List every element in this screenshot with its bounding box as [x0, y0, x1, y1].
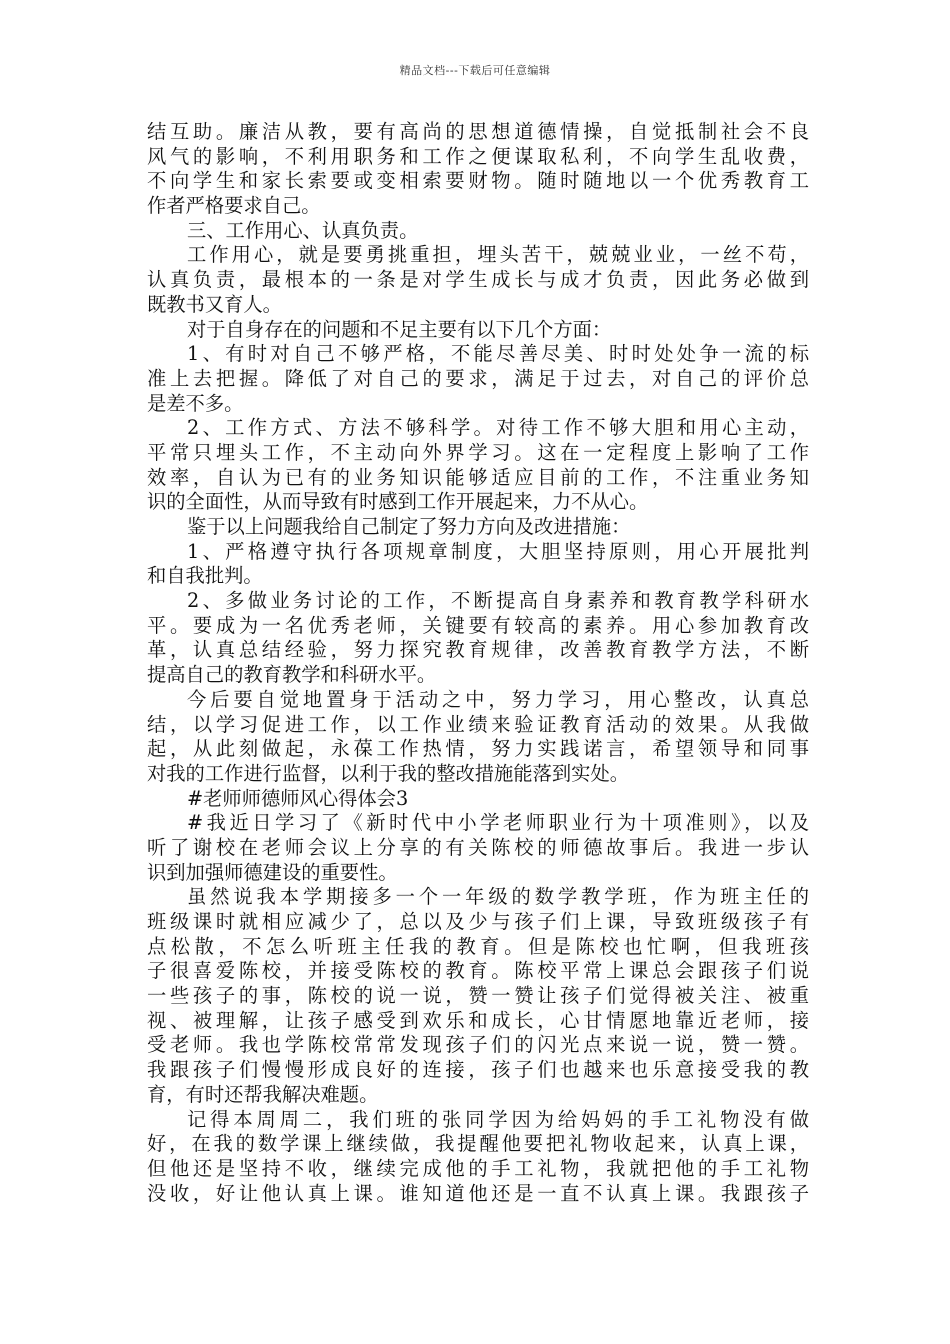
text-line: 效率，自认为已有的业务知识能够适应目前的工作，不注重业务知 [147, 465, 809, 489]
text-line: 班级课时就相应减少了，总以及少与孩子们上课，导致班级孩子有 [147, 910, 809, 933]
text-line: 没收，好让他认真上课。谁知道他还是一直不认真上课。我跟孩子 [147, 1181, 809, 1205]
text-line: 1、有时对自己不够严格，不能尽善尽美、时时处处争一流的标 [187, 342, 809, 366]
text-line: 起，从此刻做起，永葆工作热情，努力实践诺言，希望领导和同事 [147, 737, 809, 761]
text-line: 平。要成为一名优秀老师，关键要有较高的素养。用心参加教育改 [147, 613, 809, 637]
text-line: 2、工作方式、方法不够科学。对待工作不够大胆和用心主动， [187, 416, 809, 440]
text-line: 今后要自觉地置身于活动之中，努力学习，用心整改，认真总 [187, 687, 809, 711]
text-line: 作者严格要求自己。 [147, 194, 321, 218]
text-line: 2、多做业务讨论的工作，不断提高自身素养和教育教学科研水 [187, 589, 809, 613]
text-line: 和自我批判。 [147, 564, 263, 588]
text-line: 对我的工作进行监督，以利于我的整改措施能落到实处。 [147, 761, 630, 785]
text-line: 鉴于以上问题我给自己制定了努力方向及改进措施： [187, 515, 631, 538]
text-line: 1、严格遵守执行各项规章制度，大胆坚持原则，用心开展批判 [187, 539, 809, 563]
text-line: 受老师。我也学陈校常常发现孩子们的闪光点来说一说，赞一赞。 [147, 1033, 809, 1057]
text-line: 我跟孩子们慢慢形成良好的连接，孩子们也越来也乐意接受我的教 [147, 1058, 809, 1082]
text-line: 既教书又育人。 [147, 292, 282, 316]
text-line: 革，认真总结经验，努力探究教育规律，改善教育教学方法，不断 [147, 638, 809, 662]
text-line: 不向学生和家长索要或变相索要财物。随时随地以一个优秀教育工 [147, 169, 809, 193]
text-line: 一些孩子的事，陈校的说一说，赞一赞让孩子们觉得被关注、被重 [147, 984, 809, 1008]
text-line: 识到加强师德建设的重要性。 [147, 860, 398, 884]
text-line: 记得本周周二，我们班的张同学因为给妈妈的手工礼物没有做 [187, 1107, 809, 1131]
text-line: 结，以学习促进工作，以工作业绩来验证教育活动的效果。从我做 [147, 712, 809, 736]
text-line: 好，在我的数学课上继续做，我提醒他要把礼物收起来，认真上课， [147, 1132, 809, 1156]
text-line: 点松散，不怎么听班主任我的教育。但是陈校也忙啊，但我班孩 [147, 934, 809, 958]
text-line: 提高自己的教育教学和科研水平。 [147, 663, 437, 687]
text-line: 子很喜爱陈校，并接受陈校的教育。陈校平常上课总会跟孩子们说 [147, 959, 809, 983]
text-line: 视、被理解，让孩子感受到欢乐和成长，心甘情愿地靠近老师，接 [147, 1008, 809, 1032]
page-header: 精品文档---下载后可任意编辑 [399, 64, 551, 77]
document-body [147, 120, 809, 1206]
text-line: 三、工作用心、认真负责。 [187, 218, 419, 242]
text-line: 对于自身存在的问题和不足主要有以下几个方面： [187, 317, 612, 341]
text-line: 平常只埋头工作，不主动向外界学习。这在一定程度上影响了工作 [147, 440, 809, 464]
text-line: 工作用心，就是要勇挑重担，埋头苦干，兢兢业业，一丝不苟， [187, 243, 809, 267]
text-line: 但他还是坚持不收，继续完成他的手工礼物，我就把他的手工礼物 [147, 1156, 809, 1180]
text-line: 风气的影响，不利用职务和工作之便谋取私利，不向学生乱收费， [147, 144, 809, 168]
text-line: 虽然说我本学期接多一个一年级的数学教学班，作为班主任的 [187, 885, 809, 909]
text-line: #老师师德师风心得体会3 [187, 786, 409, 810]
text-line: 准上去把握。降低了对自己的要求，满足于过去，对自己的评价总 [147, 366, 809, 390]
text-line: 育，有时还帮我解决难题。 [147, 1082, 379, 1106]
text-line: #我近日学习了《新时代中小学老师职业行为十项准则》，以及 [187, 811, 809, 835]
text-line: 识的全面性，从而导致有时感到工作开展起来，力不从心。 [147, 490, 649, 514]
text-line: 认真负责，最根本的一条是对学生成长与成才负责，因此务必做到 [147, 268, 809, 292]
text-line: 结互助。廉洁从教，要有高尚的思想道德情操，自觉抵制社会不良 [147, 120, 809, 143]
text-line: 听了谢校在老师会议上分享的有关陈校的师德故事后。我进一步认 [147, 835, 809, 859]
text-line: 是差不多。 [147, 391, 244, 415]
